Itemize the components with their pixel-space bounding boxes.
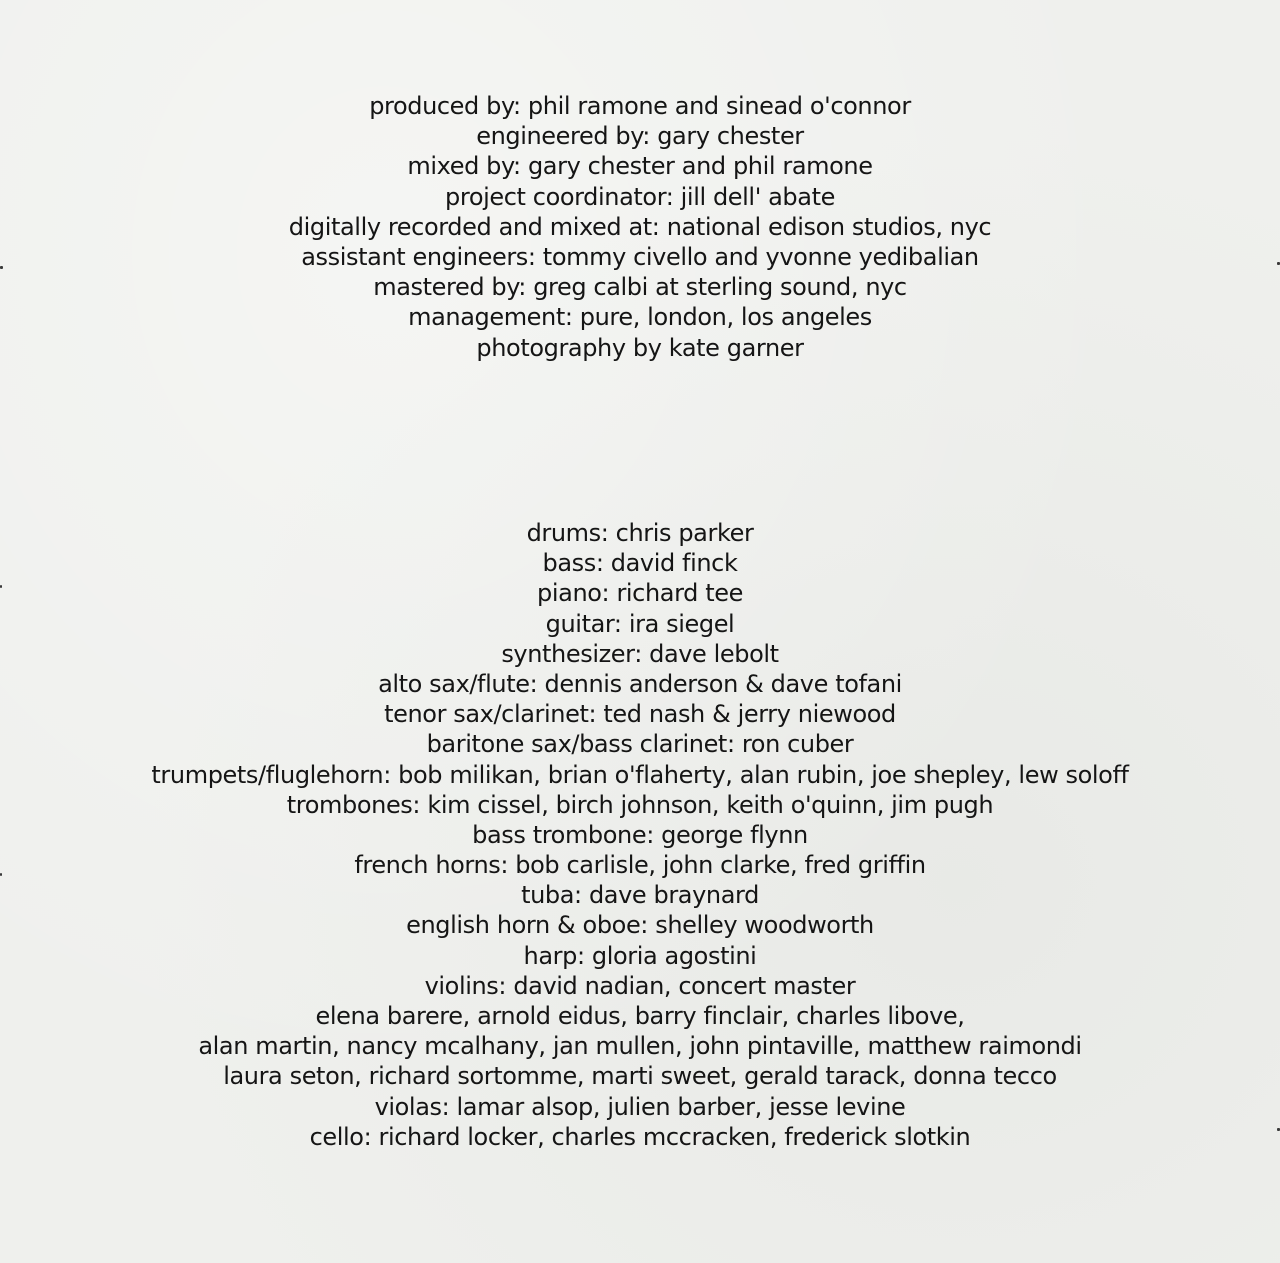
credit-line: digitally recorded and mixed at: national edison studios, nyc: [288, 212, 992, 241]
credit-line: alan martin, nancy mcalhany, jan mullen, john pintaville, matthew raimondi: [198, 1032, 1082, 1061]
credit-line: bass trombone: george flynn: [472, 820, 808, 849]
credit-line: laura seton, richard sortomme, marti sweet, gerald tarack, donna tecco: [223, 1062, 1057, 1091]
credit-line: mastered by: greg calbi at sterling sound, nyc: [373, 273, 907, 302]
credit-line: violas: lamar alsop, julien barber, jesse levine: [374, 1092, 906, 1121]
scan-edge-mark: [0, 873, 2, 876]
credit-line: tenor sax/clarinet: ted nash & jerry niewood: [384, 700, 896, 729]
credit-line: harp: gloria agostini: [523, 941, 757, 970]
credit-line: english horn & oboe: shelley woodworth: [406, 911, 874, 940]
credit-line: trumpets/fluglehorn: bob milikan, brian o'flaherty, alan rubin, joe shepley, lew soloff: [151, 760, 1129, 789]
credit-line: french horns: bob carlisle, john clarke, fred griffin: [354, 851, 926, 880]
credit-line: baritone sax/bass clarinet: ron cuber: [426, 730, 854, 759]
credit-line: alto sax/flute: dennis anderson & dave tofani: [378, 669, 902, 698]
scan-edge-mark: [0, 585, 2, 588]
credit-line: engineered by: gary chester: [476, 122, 804, 151]
credit-line: synthesizer: dave lebolt: [501, 639, 779, 668]
credit-line: management: pure, london, los angeles: [408, 303, 872, 332]
credit-line: bass: david finck: [542, 549, 738, 578]
scan-edge-mark: [0, 266, 3, 269]
credit-line: cello: richard locker, charles mccracken, frederick slotkin: [309, 1122, 971, 1151]
credit-line: project coordinator: jill dell' abate: [445, 182, 835, 211]
credit-line: guitar: ira siegel: [545, 609, 735, 638]
credit-line: mixed by: gary chester and phil ramone: [407, 152, 873, 181]
credit-line: produced by: phil ramone and sinead o'connor: [369, 92, 911, 120]
credit-line: trombones: kim cissel, birch johnson, keith o'quinn, jim pugh: [286, 790, 994, 819]
credit-line: violins: david nadian, concert master: [424, 971, 856, 1000]
credit-line: piano: richard tee: [537, 579, 743, 608]
production-credits: [0, 91, 1280, 363]
musician-credits: [0, 518, 1280, 1152]
credit-line: elena barere, arnold eidus, barry finclair, charles libove,: [315, 1002, 965, 1030]
credit-line: photography by kate garner: [476, 333, 804, 362]
credit-line: assistant engineers: tommy civello and yvonne yedibalian: [301, 242, 979, 271]
credit-line: tuba: dave braynard: [521, 881, 759, 910]
credit-line: drums: chris parker: [526, 519, 754, 547]
